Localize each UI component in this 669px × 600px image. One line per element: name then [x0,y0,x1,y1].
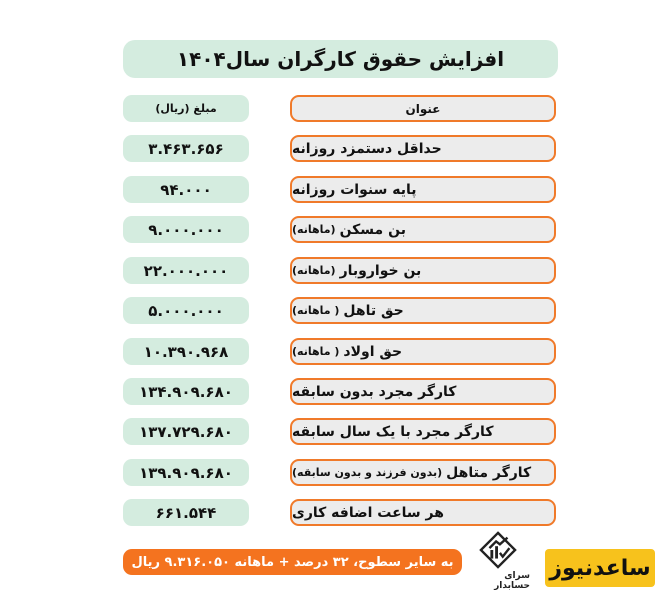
sarai-hesabdar-logo [466,531,530,591]
row-note: ( ماهانه) [292,304,340,317]
logo-text: سرای حسابدار [494,571,530,591]
page-title: افزایش حقوق کارگران سال۱۴۰۴ [123,40,558,78]
row-value: ۱۳۴.۹۰۹.۶۸۰ [123,378,249,405]
row-value: ۱۳۷.۷۲۹.۶۸۰ [123,418,249,445]
footer-note: به سایر سطوح، ۳۲ درصد + ماهانه ۹.۳۱۶.۰۵۰ ریال [123,549,462,575]
row-value: ۱۰.۳۹۰.۹۶۸ [123,338,249,365]
row-label-text: کارگر متاهل [446,464,532,481]
row-label [290,459,556,486]
row-label-text: بن مسکن [339,221,406,238]
row-label-text: حق تاهل [343,302,404,319]
row-note: (بدون فرزند و بدون سابقه) [292,466,443,479]
row-label-text: حداقل دستمزد روزانه [292,140,442,157]
row-label-text: بن خواروبار [339,262,422,279]
row-label [290,297,556,324]
row-value: ۹.۰۰۰.۰۰۰ [123,216,249,243]
row-value: ۲۲.۰۰۰.۰۰۰ [123,257,249,284]
header-label: عنوان [290,95,556,122]
row-note: (ماهانه) [292,223,336,236]
row-label [290,257,556,284]
row-label-text: کارگر مجرد بدون سابقه [292,383,457,400]
row-value: ۳.۴۶۳.۶۵۶ [123,135,249,162]
row-value: ۵.۰۰۰.۰۰۰ [123,297,249,324]
row-label [290,338,556,365]
row-label [290,135,556,162]
row-value: ۶۶۱.۵۴۴ [123,499,249,526]
row-label-text: کارگر مجرد با یک سال سابقه [292,423,494,440]
row-label-text: حق اولاد [343,343,403,360]
row-label-text: پایه سنوات روزانه [292,181,417,198]
row-value: ۹۴.۰۰۰ [123,176,249,203]
row-value: ۱۳۹.۹۰۹.۶۸۰ [123,459,249,486]
row-note: ( ماهانه) [292,345,340,358]
row-label [290,378,556,405]
chart-check-icon [478,531,518,569]
row-label-text: هر ساعت اضافه کاری [292,504,444,521]
brand-logo: ساعدنیوز [545,549,655,587]
row-note: (ماهانه) [292,264,336,277]
row-label [290,216,556,243]
header-value: مبلغ (ریال) [123,95,249,122]
row-label [290,176,556,203]
row-label [290,499,556,526]
row-label [290,418,556,445]
